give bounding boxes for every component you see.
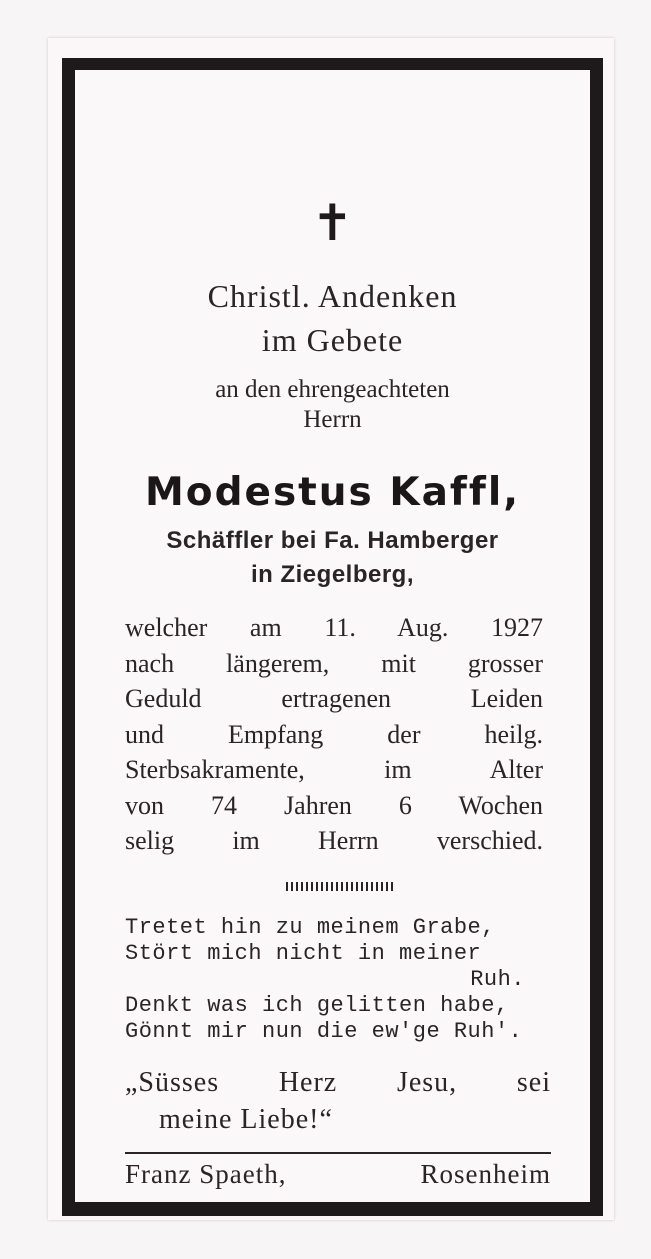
- black-mourning-border: [62, 58, 603, 1216]
- prayer-line: meine Liebe!“: [159, 1104, 333, 1135]
- obituary-text: [125, 610, 543, 859]
- obituary-line: Geduld ertragenen Leiden: [125, 684, 543, 713]
- dedication-line-1: an den ehrengeachteten: [215, 376, 450, 403]
- deceased-name: Modestus Kaffl,: [144, 470, 521, 515]
- ornamental-divider: [286, 882, 394, 891]
- cross-icon: ✝: [311, 194, 354, 252]
- heading-line-2: im Gebete: [261, 322, 404, 358]
- printer-imprint: [125, 1156, 551, 1192]
- verse-line: Tretet hin zu meinem Grabe,: [125, 915, 495, 940]
- prayer-line: „Süsses Herz Jesu, sei: [125, 1067, 551, 1098]
- heading-line-1: Christl. Andenken: [207, 278, 458, 314]
- residence: in Ziegelberg,: [250, 561, 415, 588]
- verse-line: Gönnt mir nun die ew'ge Ruh'.: [125, 1019, 523, 1044]
- printer-city: Rosenheim: [420, 1159, 551, 1189]
- obituary-line: von 74 Jahren 6 Wochen: [125, 790, 543, 820]
- verse-line: Denkt was ich gelitten habe,: [125, 993, 509, 1018]
- obituary-line: und Empfang der heilg.: [125, 719, 543, 749]
- obituary-line: selig im Herrn verschied.: [125, 826, 543, 855]
- verse-line: Ruh.: [470, 967, 525, 992]
- prayer: [125, 1064, 551, 1138]
- dedication-line-2: Herrn: [303, 406, 362, 433]
- footer-rule: [125, 1152, 551, 1154]
- obituary-line: nach längerem, mit grosser: [125, 648, 543, 678]
- verse-line: Stört mich nicht in meiner: [125, 941, 482, 966]
- printer-name: Franz Spaeth,: [125, 1159, 287, 1189]
- obituary-line: welcher am 11. Aug. 1927: [125, 613, 543, 642]
- occupation: Schäffler bei Fa. Hamberger: [166, 527, 499, 554]
- verse: [125, 915, 555, 1045]
- obituary-line: Sterbsakramente, im Alter: [125, 755, 543, 784]
